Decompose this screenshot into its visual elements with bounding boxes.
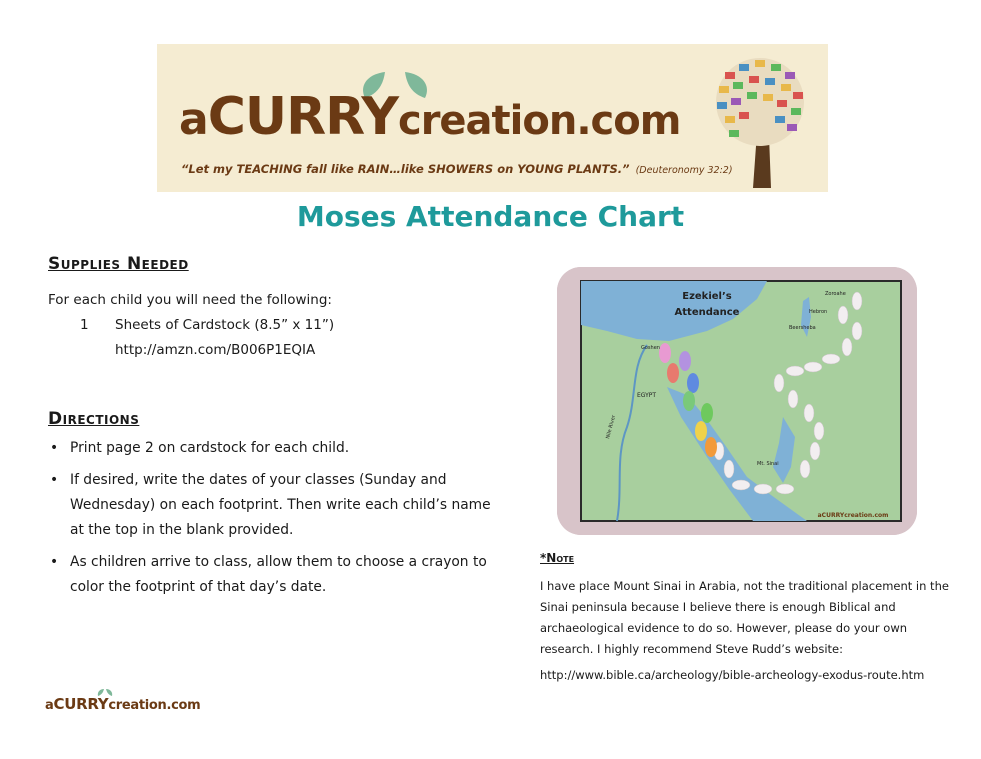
list-item: • If desired, write the dates of your classes (Sunday and Wednesday) on each footprint. Then write each child’s name at the top in the blank provided. <box>70 468 498 543</box>
svg-text:Zoroahe: Zoroahe <box>825 291 846 297</box>
svg-text:Ezekiel’s: Ezekiel’s <box>682 291 732 302</box>
list-item: • As children arrive to class, allow them to choose a crayon to color the footprint of that day’s date. <box>70 550 498 600</box>
supplies-heading: Supplies Needed <box>48 254 189 274</box>
supply-quantity: 1 <box>80 317 89 333</box>
supplies-intro: For each child you will need the following: <box>48 292 332 308</box>
svg-text:aCURRYcreation.com: aCURRYcreation.com <box>817 512 889 519</box>
svg-text:Goshen: Goshen <box>641 345 660 351</box>
svg-text:Beersheba: Beersheba <box>789 325 816 331</box>
note-heading: *Note <box>540 551 575 565</box>
header-banner <box>157 44 828 192</box>
brand-logo: aCURRYcreation.com <box>179 87 681 147</box>
supply-description: Sheets of Cardstock (8.5” x 11”) <box>115 317 335 333</box>
footer-brand-logo: aCURRYcreation.com <box>45 695 201 713</box>
page-title: Moses Attendance Chart <box>296 200 685 233</box>
supply-link[interactable]: http://amzn.com/B006P1EQIA <box>115 342 316 358</box>
directions-list <box>48 436 520 607</box>
note-link[interactable]: http://www.bible.ca/archeology/bible-archeology-exodus-route.htm <box>540 668 925 682</box>
directions-heading: Directions <box>48 409 140 429</box>
map-photo <box>557 267 917 535</box>
svg-text:Attendance: Attendance <box>674 307 740 318</box>
svg-text:Hebron: Hebron <box>809 309 828 315</box>
svg-text:Mt. Sinai: Mt. Sinai <box>757 461 779 467</box>
svg-text:EGYPT: EGYPT <box>637 392 657 399</box>
banner-quote: “Let my TEACHING fall like RAIN…like SHOWERS on YOUNG PLANTS.” (Deuteronomy 32:2) <box>181 162 733 176</box>
list-item: • Print page 2 on cardstock for each child. <box>70 436 520 461</box>
svg-text:Nile River: Nile River <box>605 414 618 440</box>
book-tree-icon <box>705 52 815 188</box>
note-body: I have place Mount Sinai in Arabia, not the traditional placement in the Sinai peninsula because I believe there is enough Biblical and archaeological evidence to do so. However, please do your own research. I highly recommend Steve Rudd’s website: <box>540 579 949 656</box>
